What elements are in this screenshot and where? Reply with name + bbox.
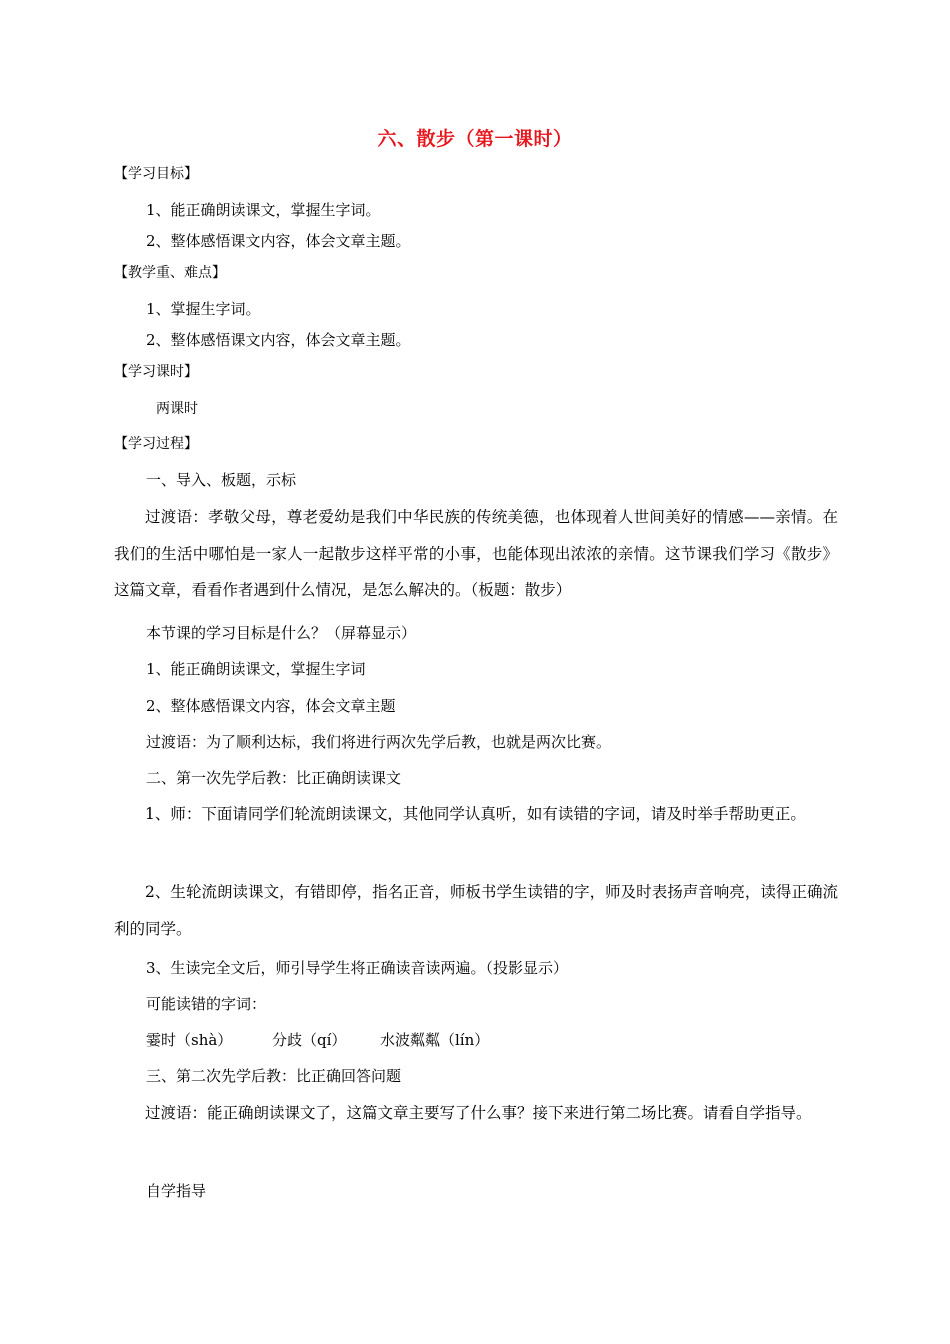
hours-value: 两课时 [156, 401, 198, 417]
vocab-item: 霎时（shà） [146, 1031, 233, 1049]
step-2-heading: 二、第一次先学后教：比正确朗读课文 [146, 769, 402, 787]
transition-paragraph-3: 过渡语：能正确朗读课文了，这篇文章主要写了什么事？接下来进行第二场比赛。请看自学指导。 [145, 1104, 812, 1122]
goals-heading: 【学习目标】 [114, 166, 198, 182]
step-3-heading: 三、第二次先学后教：比正确回答问题 [146, 1067, 402, 1085]
vocab-item: 分歧（qí） [272, 1031, 347, 1049]
process-heading: 【学习过程】 [114, 436, 198, 452]
step-2-item-2: 2、生轮流朗读课文，有错即停，指名正音，师板书学生读错的字，师及时表扬声音响亮，读得正确流利的同学。 [114, 883, 838, 938]
goal-item-2: 2、整体感悟课文内容，体会文章主题。 [146, 232, 411, 250]
vocab-heading: 可能读错的字词： [146, 995, 267, 1013]
key-point-item-2: 2、整体感悟课文内容，体会文章主题。 [146, 331, 411, 349]
hours-heading: 【学习课时】 [114, 364, 198, 380]
key-points-heading: 【教学重、难点】 [114, 265, 226, 281]
goal-question: 本节课的学习目标是什么？（屏幕显示） [146, 624, 417, 642]
vocab-item: 水波粼粼（lín） [380, 1031, 490, 1049]
goal-item-1: 1、能正确朗读课文，掌握生字词。 [146, 201, 381, 219]
step-1-heading: 一、导入、板题，示标 [146, 471, 297, 489]
goal-list-item-1: 1、能正确朗读课文，掌握生字词 [146, 660, 366, 678]
step-2-item-1: 1、师：下面请同学们轮流朗读课文，其他同学认真听，如有读错的字词，请及时举手帮助更正。 [145, 805, 806, 823]
goal-list-item-2: 2、整体感悟课文内容，体会文章主题 [146, 697, 396, 715]
step-2-item-3: 3、生读完全文后，师引导学生将正确读音读两遍。（投影显示） [146, 959, 569, 977]
self-study-heading: 自学指导 [146, 1182, 207, 1200]
document-title: 六、散步（第一课时） [377, 128, 573, 150]
transition-paragraph-2: 过渡语：为了顺利达标，我们将进行两次先学后教，也就是两次比赛。 [146, 733, 612, 751]
transition-paragraph-1: 过渡语：孝敬父母，尊老爱幼是我们中华民族的传统美德，也体现着人世间美好的情感——亲情。在我们的生活中哪怕是一家人一起散步这样平常的小事，也能体现出浓浓的亲情。这节课我们学习《散步》这篇文章，看看作者遇到什么情况，是怎么解决的。（板题：散步） [114, 508, 838, 599]
key-point-item-1: 1、掌握生字词。 [146, 300, 261, 318]
